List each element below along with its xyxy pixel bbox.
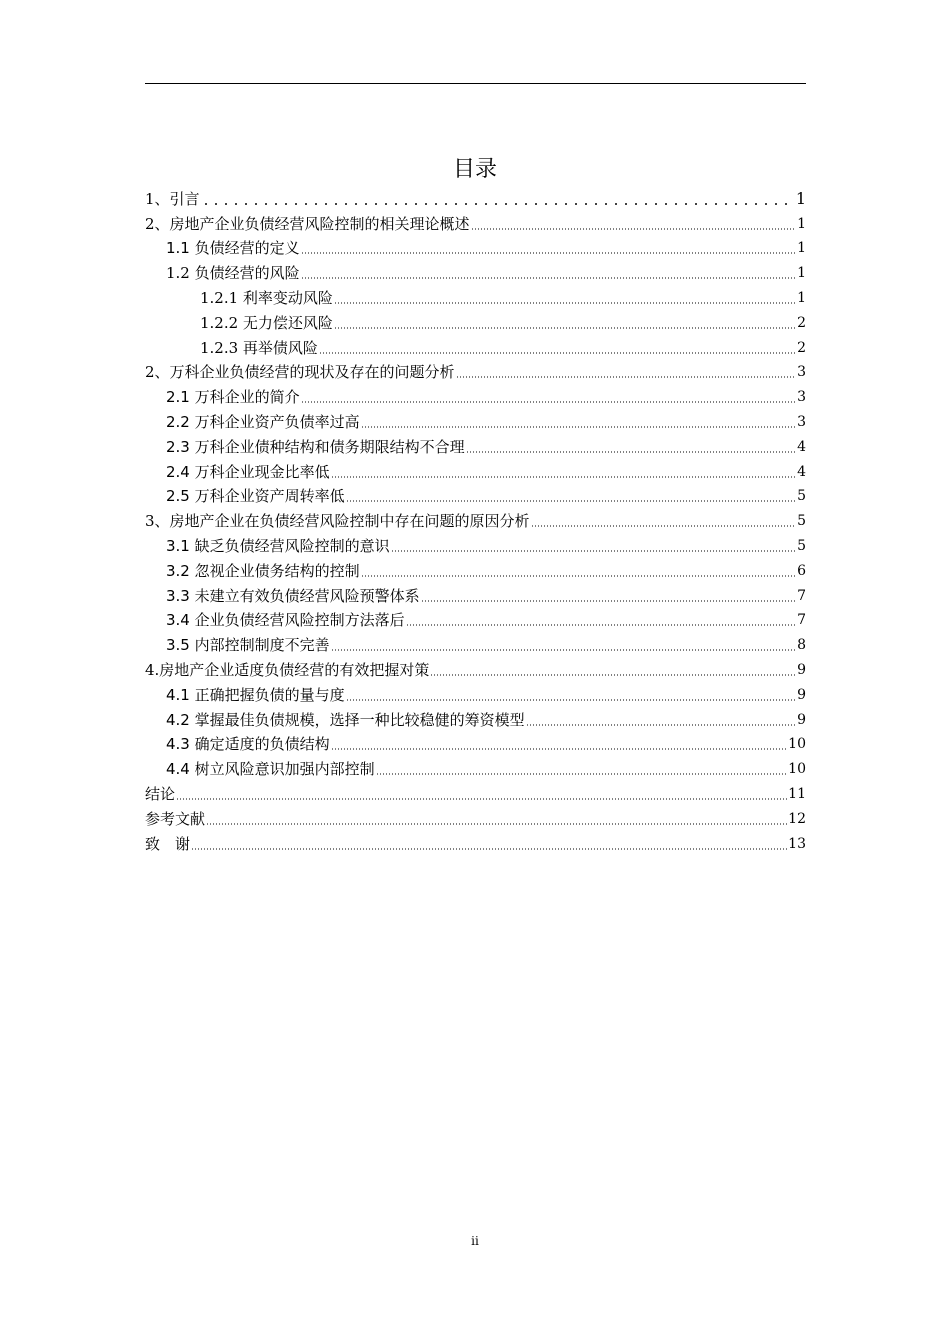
toc-entry[interactable]	[145, 431, 806, 456]
toc-entry-text: 万科企业资产周转率低	[189, 487, 345, 506]
toc-entry-text: 万科企业资产负债率过高	[189, 412, 360, 431]
toc-entry-label	[166, 463, 330, 481]
toc-entry-text: 3、房地产企业在负债经营风险控制中存在问题的原因分析	[145, 512, 530, 531]
toc-entry-label	[166, 239, 300, 257]
toc-entry-text: 内部控制制度不完善	[189, 636, 330, 655]
toc-entry-text: 1、引言	[145, 189, 200, 208]
toc-entry-text: 2、万科企业负债经营的现状及存在的问题分析	[145, 363, 455, 382]
footer-page-number: ii	[471, 1234, 479, 1248]
header-rule	[145, 83, 806, 84]
toc-entry-page: 4	[797, 438, 806, 455]
toc-entry-page: 9	[797, 686, 806, 703]
toc-entry-number: 2.1	[166, 388, 190, 407]
toc-entry-page: 9	[797, 661, 806, 678]
toc-entry-label	[166, 537, 390, 555]
toc-entry-label	[166, 413, 360, 431]
toc-leader-dots	[376, 773, 788, 775]
toc-entry-label	[166, 438, 465, 456]
toc-entry[interactable]	[145, 778, 806, 803]
toc-entry-number: 2.2	[166, 412, 190, 431]
toc-entry-text: 未建立有效负债经营风险预警体系	[189, 586, 420, 605]
toc-entry-number: 4.3	[166, 735, 190, 754]
toc-entry[interactable]	[145, 654, 806, 679]
toc-entry[interactable]	[145, 605, 806, 630]
toc-entry-page: 7	[797, 612, 806, 629]
table-of-contents	[145, 183, 806, 853]
toc-entry-label	[166, 611, 405, 629]
toc-entry-text: 万科企业债种结构和债务期限结构不合理	[189, 437, 465, 456]
toc-leader-dots	[471, 228, 797, 230]
toc-entry[interactable]	[145, 456, 806, 481]
toc-leader-dots	[206, 823, 787, 825]
toc-entry[interactable]	[145, 183, 806, 208]
toc-leader-dots	[331, 649, 796, 651]
toc-entry[interactable]	[145, 381, 806, 406]
toc-entry-page: 1	[795, 188, 806, 208]
toc-entry[interactable]	[145, 580, 806, 605]
toc-entry-label	[166, 735, 330, 753]
toc-entry[interactable]	[145, 357, 806, 382]
toc-entry-page: 9	[797, 711, 806, 728]
toc-entry-label	[166, 388, 300, 406]
toc-entry[interactable]	[145, 704, 806, 729]
toc-entry-label	[166, 760, 375, 778]
toc-entry-text: 1.2.1 利率变动风险	[200, 288, 333, 307]
toc-entry-page: 5	[797, 513, 806, 530]
toc-entry[interactable]	[145, 233, 806, 258]
toc-entry-page: 6	[797, 562, 806, 579]
toc-leader-dots	[421, 600, 796, 602]
toc-entry-label	[166, 487, 345, 505]
toc-entry-text: 万科企业现金比率低	[189, 462, 330, 481]
toc-entry-text: 1.2.3 再举债风险	[200, 338, 318, 357]
toc-entry-page: 1	[797, 265, 806, 282]
toc-entry-number: 2.5	[166, 487, 190, 506]
toc-entry-text: 2、房地产企业负债经营风险控制的相关理论概述	[145, 214, 470, 233]
toc-entry-label	[166, 636, 330, 654]
toc-entry-page: 3	[797, 364, 806, 381]
toc-entry-number: 3.3	[166, 586, 190, 605]
toc-entry-label	[166, 562, 360, 580]
toc-entry[interactable]	[145, 208, 806, 233]
toc-entry-number: 4.4	[166, 760, 190, 779]
toc-entry-text: 参考文献	[145, 809, 206, 828]
toc-entry-number: 3.4	[166, 611, 190, 630]
toc-entry-page: 5	[797, 488, 806, 505]
toc-entry-number: 3.2	[166, 561, 190, 580]
toc-leader-dots	[331, 748, 788, 750]
toc-entry-page: 2	[797, 339, 806, 356]
toc-entry-number: 3.1	[166, 536, 190, 555]
toc-entry-number: 3.5	[166, 636, 190, 655]
toc-entry-text: 企业负债经营风险控制方法落后	[189, 611, 405, 630]
toc-leader-dots	[301, 252, 796, 254]
toc-entry[interactable]	[145, 555, 806, 580]
toc-entry[interactable]	[145, 629, 806, 654]
toc-entry-page: 12	[788, 810, 806, 827]
toc-entry-text: 正确把握负债的量与度	[189, 685, 345, 704]
toc-entry-text: 负债经营的定义	[189, 239, 300, 258]
toc-entry[interactable]	[145, 307, 806, 332]
toc-entry-label	[166, 587, 420, 605]
toc-leader-dots	[361, 426, 796, 428]
toc-entry[interactable]	[145, 828, 806, 853]
toc-entry-number: 1.1	[166, 239, 190, 258]
toc-leader-dots	[334, 327, 796, 329]
toc-entry-text: 1.2.2 无力偿还风险	[200, 313, 333, 332]
toc-leader-dots	[466, 451, 796, 453]
toc-entry-page: 8	[797, 637, 806, 654]
toc-leader-dots	[191, 848, 787, 850]
toc-leader-dots	[346, 500, 796, 502]
toc-leader-dots	[526, 724, 796, 726]
toc-entry-page: 11	[788, 785, 806, 802]
toc-entry-number: 2.3	[166, 437, 190, 456]
toc-entry-text: 忽视企业债务结构的控制	[189, 561, 360, 580]
toc-entry-number: 4.1	[166, 685, 190, 704]
toc-leader-dots	[331, 476, 796, 478]
toc-entry-page: 10	[788, 736, 806, 753]
toc-entry-page: 10	[788, 761, 806, 778]
toc-entry-page: 2	[797, 314, 806, 331]
toc-leader-dots	[531, 525, 797, 527]
toc-entry-label	[166, 711, 525, 729]
toc-entry[interactable]	[145, 505, 806, 530]
toc-leader-dots	[301, 277, 796, 279]
toc-entry-page: 13	[788, 835, 806, 852]
toc-entry[interactable]	[145, 803, 806, 828]
toc-leader-dots	[201, 203, 795, 205]
toc-entry-page: 1	[797, 215, 806, 232]
toc-entry-text: 结论	[145, 784, 176, 803]
toc-entry-text: 缺乏负债经营风险控制的意识	[189, 536, 390, 555]
toc-leader-dots	[456, 376, 797, 378]
toc-entry-text: 确定适度的负债结构	[189, 735, 330, 754]
toc-entry-text: 万科企业的简介	[189, 388, 300, 407]
toc-entry-number: 2.4	[166, 462, 190, 481]
toc-entry-page: 5	[797, 537, 806, 554]
toc-leader-dots	[361, 575, 796, 577]
toc-entry-label	[166, 686, 345, 704]
toc-entry-page: 3	[797, 413, 806, 430]
toc-entry-text: 4.房地产企业适度负债经营的有效把握对策	[145, 660, 430, 679]
toc-entry-page: 4	[797, 463, 806, 480]
toc-entry[interactable]	[145, 530, 806, 555]
toc-entry[interactable]	[145, 257, 806, 282]
toc-leader-dots	[406, 624, 796, 626]
toc-entry[interactable]	[145, 679, 806, 704]
toc-leader-dots	[301, 401, 796, 403]
toc-entry-number: 4.2	[166, 710, 190, 729]
toc-entry[interactable]	[145, 729, 806, 754]
toc-entry-text: 掌握最佳负债规模，选择一种比较稳健的筹资模型	[189, 710, 525, 729]
toc-entry[interactable]	[145, 481, 806, 506]
toc-entry-page: 1	[797, 289, 806, 306]
toc-entry-page: 3	[797, 389, 806, 406]
toc-entry-page: 7	[797, 587, 806, 604]
toc-entry[interactable]	[145, 332, 806, 357]
toc-leader-dots	[176, 798, 787, 800]
toc-entry-text: 1.2 负债经营的风险	[166, 264, 300, 283]
toc-entry-page: 1	[797, 240, 806, 257]
toc-leader-dots	[346, 699, 796, 701]
toc-entry[interactable]	[145, 406, 806, 431]
toc-entry-text: 树立风险意识加强内部控制	[189, 760, 375, 779]
toc-leader-dots	[334, 302, 796, 304]
toc-leader-dots	[391, 550, 796, 552]
toc-entry[interactable]	[145, 282, 806, 307]
toc-leader-dots	[430, 674, 796, 676]
toc-leader-dots	[319, 352, 796, 354]
toc-entry[interactable]	[145, 753, 806, 778]
toc-entry-text: 致 谢	[145, 834, 191, 853]
toc-title: 目录	[452, 157, 497, 182]
